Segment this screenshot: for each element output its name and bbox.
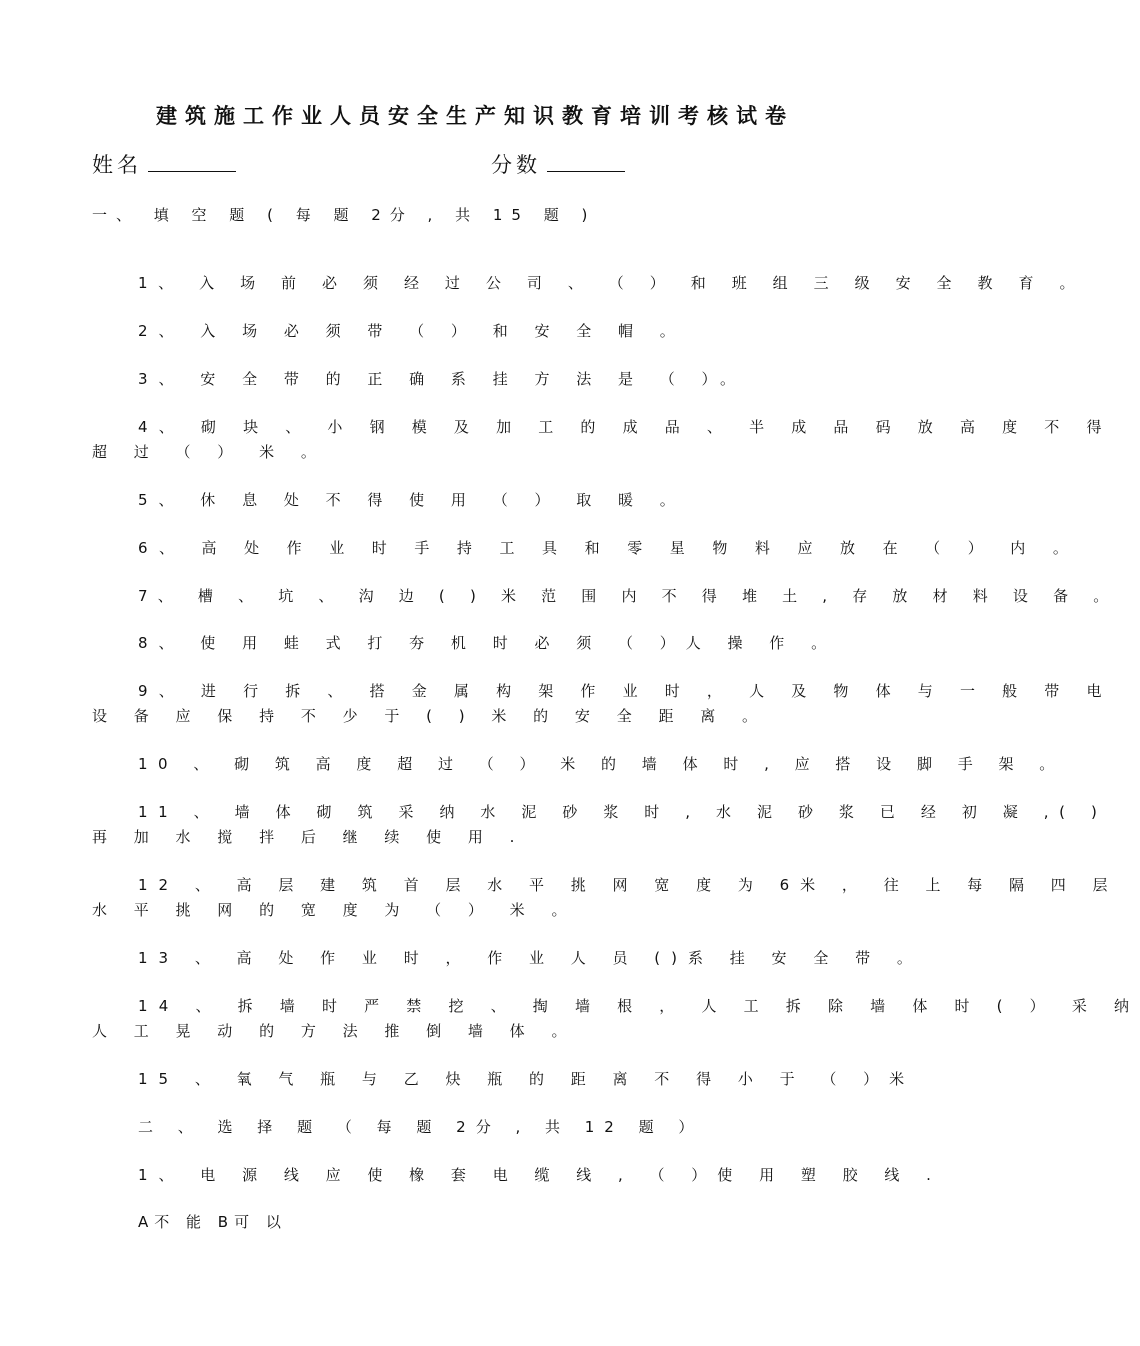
question-2: 2、 入 场 必 须 带 （ ） 和 安 全 帽 。 <box>138 322 686 340</box>
question-3: 3、 安 全 带 的 正 确 系 挂 方 法 是 （ ）。 <box>138 370 747 388</box>
score-blank <box>547 151 625 172</box>
question-7: 7、 槽 、 坑 、 沟 边 ( ) 米 范 围 内 不 得 堆 土 , 存 放 材 料 设 备 。 <box>138 587 1119 605</box>
question-14-line-1: 14 、 拆 墙 时 严 禁 挖 、 掏 墙 根 ， 人 工 拆 除 墙 体 时 ( ） 采 纳 <box>138 997 1140 1015</box>
question-11-line-1: 11 、 墙 体 砌 筑 采 纳 水 泥 砂 浆 时 , 水 泥 砂 浆 已 经 初 凝 ,( ) <box>138 803 1108 821</box>
question-4-line-1: 4、 砌 块 、 小 钢 模 及 加 工 的 成 品 、 半 成 品 码 放 高 度 不 得 <box>138 418 1113 436</box>
question-12-line-1: 12 、 高 层 建 筑 首 层 水 平 挑 网 宽 度 为 6米 ， 往 上 每 隔 四 层 <box>138 876 1119 894</box>
choice-question-1: 1、 电 源 线 应 使 橡 套 电 缆 线 , （ ）使 用 塑 胶 线 . <box>138 1166 942 1184</box>
question-9-line-1: 9、 进 行 拆 、 搭 金 属 构 架 作 业 时 ， 人 及 物 体 与 一 般 带 电 <box>138 682 1113 700</box>
question-15: 15 、 氧 气 瓶 与 乙 炔 瓶 的 距 离 不 得 小 于 （ ）米 <box>138 1070 916 1088</box>
name-label: 姓名 <box>92 153 142 177</box>
score-field <box>491 149 625 179</box>
question-5: 5、 休 息 处 不 得 使 用 （ ） 取 暖 。 <box>138 491 686 509</box>
question-10: 10 、 砌 筑 高 度 超 过 （ ） 米 的 墙 体 时 , 应 搭 设 脚 手 架 。 <box>138 755 1065 773</box>
score-label: 分数 <box>491 153 541 177</box>
question-11-line-2: 再 加 水 搅 拌 后 继 续 使 用 . <box>92 828 526 846</box>
section-heading-multiple-choice: 二 、 选 择 题 （ 每 题 2分 , 共 12 题 ） <box>138 1118 704 1136</box>
name-blank <box>148 151 236 172</box>
question-9-line-2: 设 备 应 保 持 不 少 于 ( ) 米 的 安 全 距 离 。 <box>92 707 768 725</box>
question-6: 6、 高 处 作 业 时 手 持 工 具 和 零 星 物 料 应 放 在 （ ） 内 。 <box>138 539 1080 557</box>
exam-title: 建筑施工作业人员安全生产知识教育培训考核试卷 <box>156 104 794 128</box>
choice-question-1-options: A不 能 B可 以 <box>138 1213 287 1231</box>
question-12-line-2: 水 平 挑 网 的 宽 度 为 （ ） 米 。 <box>92 901 578 919</box>
name-field <box>92 149 236 179</box>
section-heading-fill-blank: 一、 填 空 题 ( 每 题 2分 , 共 15 题 ) <box>92 206 597 224</box>
question-8: 8、 使 用 蛙 式 打 夯 机 时 必 须 （ ）人 操 作 。 <box>138 634 838 652</box>
question-4-line-2: 超 过 （ ） 米 。 <box>92 443 327 461</box>
question-1: 1、 入 场 前 必 须 经 过 公 司 、 （ ） 和 班 组 三 级 安 全 教 育 。 <box>138 274 1086 292</box>
question-14-line-2: 人 工 晃 动 的 方 法 推 倒 墙 体 。 <box>92 1022 578 1040</box>
question-13: 13 、 高 处 作 业 时 ， 作 业 人 员 ()系 挂 安 全 带 。 <box>138 949 923 967</box>
